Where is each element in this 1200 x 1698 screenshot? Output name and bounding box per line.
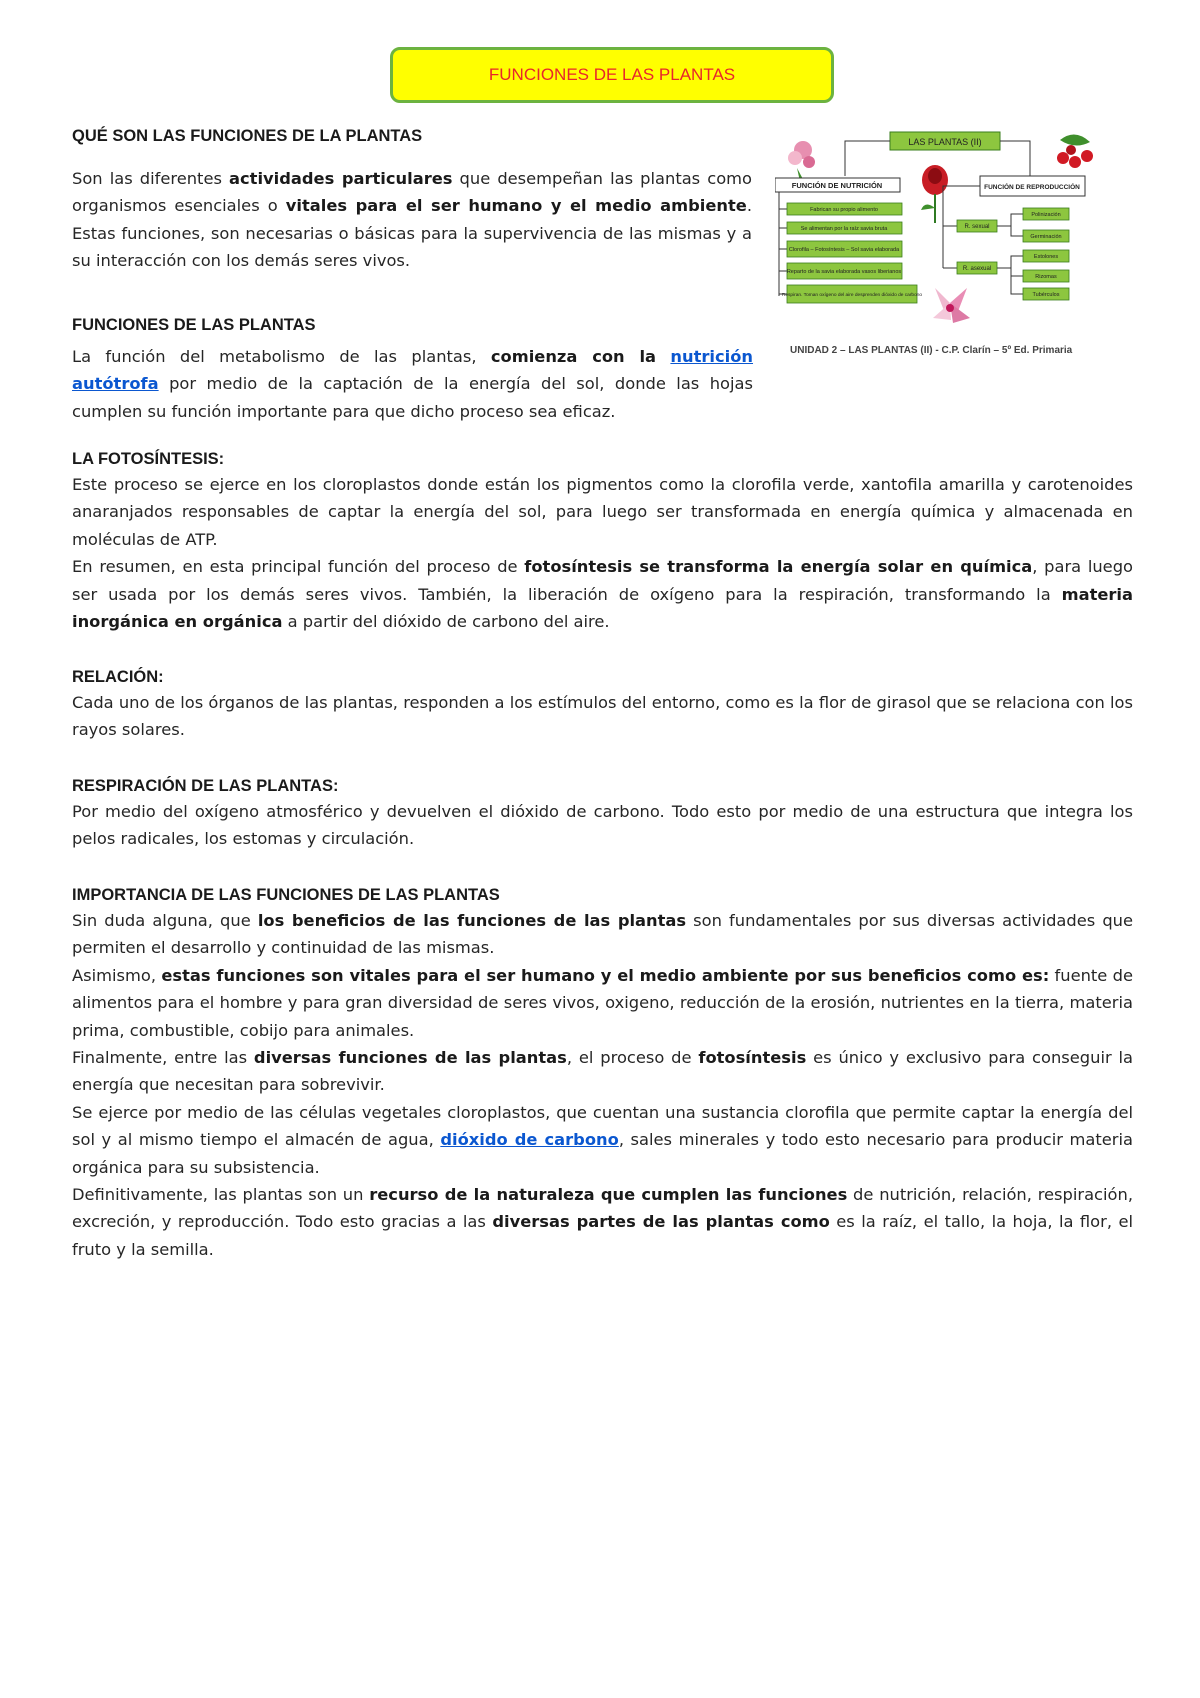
diagram-nutricion-item-label: Se alimentan por la raíz savia bruta — [800, 226, 888, 232]
text: , para luego ser usada por los demás seres vivos. También, la liberación de oxígeno para la respiración, transformando la — [72, 557, 1133, 604]
heading-relacion: RELACIÓN: — [72, 668, 164, 686]
paragraph-que-son — [72, 165, 752, 275]
text: La función del metabolismo de las plantas, — [72, 347, 491, 366]
text: por medio de la captación de la energía del sol, donde las hojas cumplen su función importante para que dicho proceso sea eficaz. — [72, 374, 753, 421]
paragraph-importancia-3 — [72, 1044, 1133, 1099]
text: es único y exclusivo para conseguir la energía que necesitan para sobrevivir. — [72, 1048, 1134, 1095]
text: Definitivamente, las plantas son un — [72, 1185, 370, 1205]
section-fotosintesis — [72, 450, 1133, 635]
text: Asimismo, — [72, 965, 162, 985]
rose-icon — [921, 165, 948, 223]
bold-text: estas funciones son vitales para el ser humano y el medio ambiente por sus beneficios como es: — [161, 965, 1050, 985]
diagram-nutricion-title: FUNCIÓN DE NUTRICIÓN — [791, 181, 883, 190]
berries-icon — [1057, 134, 1093, 168]
paragraph-fotosintesis-1: Este proceso se ejerce en los cloroplastos donde están los pigmentos como la clorofila verde, xantofila amarilla y carotenoides anaranjados responsables de captar la energía del sol, para luego ser transformada en energía química y almacenada en moléculas de ATP. — [72, 475, 1133, 549]
section-que-son — [72, 127, 752, 275]
diagram-nutricion-item-label: Fabrican su propio alimento — [810, 207, 878, 213]
text: es la raíz, el tallo, la hoja, la flor, el fruto y la semilla. — [72, 1212, 1134, 1259]
diagram-root-label: LAS PLANTAS (II) — [908, 137, 982, 147]
paragraph-funciones-line1 — [72, 343, 753, 425]
diagram-nutricion-item-label: Clorofila – Fotosíntesis – Sol savia elaborada — [788, 247, 900, 253]
diagram-caption: UNIDAD 2 – LAS PLANTAS (II) - C.P. Clarín – 5º Ed. Primaria — [790, 345, 1073, 356]
diagram-r-sexual-label: R. sexual — [964, 224, 990, 230]
bold-text: actividades particulares — [229, 169, 453, 188]
text: Son las diferentes — [72, 169, 230, 188]
section-relacion — [72, 668, 1133, 744]
text: Sin duda alguna, que — [72, 911, 258, 930]
bold-text: recurso de la naturaleza que cumplen las funciones — [369, 1185, 848, 1205]
diagram-nutricion-item-label: Respiran. Toman oxígeno del aire desprenden dióxido de carbono — [781, 293, 923, 298]
diagram-asexual-item-label: Rizomas — [1035, 274, 1057, 280]
text: . Estas funciones, son necesarias o básicas para la supervivencia de las mismas y a su interacción con los demás seres vivos. — [72, 196, 753, 271]
bold-text: fotosíntesis — [698, 1048, 807, 1068]
section-respiracion — [72, 777, 1133, 853]
bold-text: diversas funciones de las plantas — [253, 1048, 567, 1068]
diagram-r-asexual-label: R. asexual — [962, 266, 992, 272]
diagram-nutricion-item-label: Reparto de la savia elaborada vasos liberianos — [786, 269, 902, 275]
bold-text: comienza con la — [490, 347, 657, 366]
text: fuente de alimentos para el hombre y para gran diversidad de seres vivos, oxigeno, reducción de la erosión, nutrientes en la tierra, materia prima, combustible, cobijo para animales. — [72, 965, 1133, 1040]
paragraph-importancia-1 — [72, 907, 1133, 962]
paragraph-importancia-2 — [72, 962, 1133, 1044]
heading-respiracion: RESPIRACIÓN DE LAS PLANTAS: — [72, 777, 339, 795]
bold-text: fotosíntesis se transforma la energía solar en química — [524, 557, 1033, 577]
diagram-asexual-item-label: Estolones — [1033, 254, 1059, 260]
paragraph-relacion: Cada uno de los órganos de las plantas, responden a los estímulos del entorno, como es la flor de girasol que se relaciona con los rayos solares. — [72, 693, 1133, 740]
bold-text: los beneficios de las funciones de las plantas — [257, 911, 687, 930]
page-title-box — [390, 47, 834, 103]
plant-functions-diagram — [775, 128, 1130, 368]
heading-fotosintesis: LA FOTOSÍNTESIS: — [72, 450, 225, 468]
lily-icon — [933, 288, 970, 323]
paragraph-importancia-4 — [72, 1099, 1133, 1181]
heading-que-son: QUÉ SON LAS FUNCIONES DE LA PLANTAS — [72, 127, 423, 145]
text: , sales minerales y todo esto necesario para producir materia orgánica para su subsistencia. — [72, 1130, 1133, 1177]
text: , el proceso de — [566, 1048, 699, 1068]
bold-text: materia inorgánica en orgánica — [72, 584, 1133, 632]
link-nutricion-autotrofa[interactable]: nutrición autótrofa — [72, 347, 754, 394]
paragraph-importancia-5 — [72, 1181, 1133, 1263]
section-importancia — [72, 886, 1133, 1263]
heading-importancia: IMPORTANCIA DE LAS FUNCIONES DE LAS PLANTAS — [72, 886, 500, 904]
text: Se ejerce por medio de las células vegetales cloroplastos, que cuentan una sustancia clorofila que permite captar la energía del sol y al mismo tiempo el almacén de agua, — [72, 1102, 1133, 1150]
text: Finalmente, entre las — [72, 1048, 254, 1068]
text: que desempeñan las plantas como organismos esenciales o — [72, 169, 752, 216]
bold-text: diversas partes de las plantas como — [492, 1212, 830, 1232]
text: de nutrición, relación, respiración, excreción, y reproducción. Todo esto gracias a las — [72, 1185, 1133, 1232]
diagram-sexual-item-label: Germinación — [1030, 234, 1062, 240]
page-title: FUNCIONES DE LAS PLANTAS — [488, 65, 736, 84]
diagram-asexual-item-label: Tubérculos — [1032, 292, 1060, 298]
paragraph-respiracion: Por medio del oxígeno atmosférico y devuelven el dióxido de carbono. Todo esto por medio de una estructura que integra los pelos radicales, los estomas y circulación. — [72, 802, 1133, 849]
paragraph-fotosintesis-2 — [72, 553, 1133, 635]
link-dioxido-de-carbono[interactable]: dióxido de carbono — [440, 1130, 619, 1150]
text: son fundamentales por sus diversas actividades que permiten el desarrollo y continuidad de las mismas. — [72, 911, 1134, 958]
section-funciones — [72, 316, 752, 335]
diagram-sexual-item-label: Polinización — [1031, 212, 1061, 218]
text: En resumen, en esta principal función del proceso de — [72, 557, 525, 577]
diagram-reproduccion-title: FUNCIÓN DE REPRODUCCIÓN — [984, 184, 1080, 191]
heading-funciones: FUNCIONES DE LAS PLANTAS — [72, 316, 316, 334]
bold-text: vitales para el ser humano y el medio ambiente — [285, 196, 747, 216]
text: a partir del dióxido de carbono del aire. — [282, 612, 610, 632]
